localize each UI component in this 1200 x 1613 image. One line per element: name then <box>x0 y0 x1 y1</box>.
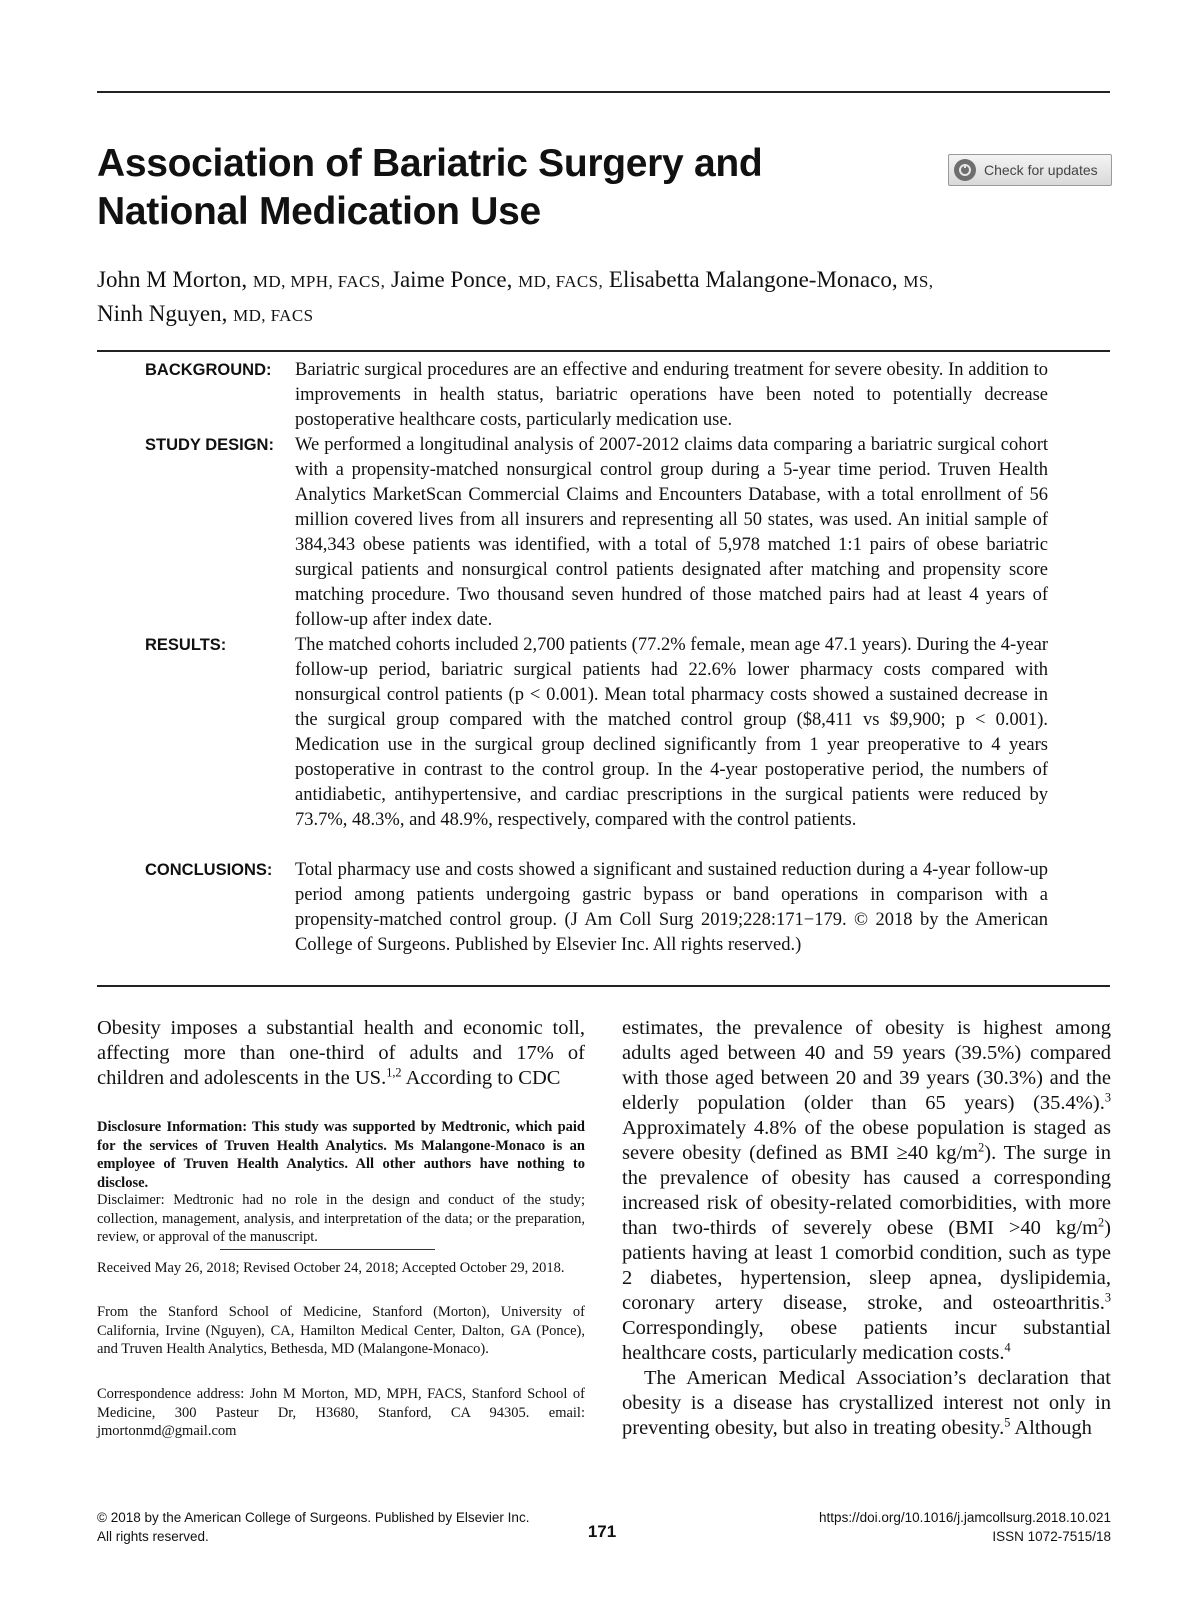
title-line-1: Association of Bariatric Surgery and <box>97 142 763 185</box>
disclaimer-note: Disclaimer: Medtronic had no role in the design and conduct of the study; collection, management, analysis, and interpretation of the data; or the preparation, review, or approval of the manuscript. <box>97 1192 585 1245</box>
disclosure-note: Disclosure Information: This study was supported by Medtronic, which paid for the services of Truven Health Analytics. Ms Malangone-Monaco is an employee of Truven Health Analytics. All other authors have nothing to disclose. <box>97 1119 585 1191</box>
footer-rights: All rights reserved. <box>97 1529 209 1544</box>
superscript: 2 <box>1098 1215 1105 1230</box>
intro-paragraph-right <box>622 1016 1111 1441</box>
author-name: Jaime Ponce, <box>391 267 513 292</box>
received-note: Received May 26, 2018; Revised October 24, 2018; Accepted October 29, 2018. <box>97 1260 565 1276</box>
citation: 4 <box>1004 1340 1011 1355</box>
citation: 3 <box>1104 1290 1111 1305</box>
abstract-bottom-rule <box>97 985 1110 987</box>
correspondence-note: Correspondence address: John M Morton, MD, MPH, FACS, Stanford School of Medicine, 300 Pasteur Dr, H3680, Stanford, CA 94305. email: jmortonmd@gmail.com <box>97 1386 585 1439</box>
body-text: Obesity imposes a substantial health and economic toll, affecting more than one-third of adults and 17% of children and adolescents in the US. <box>97 1017 585 1089</box>
author-name: Elisabetta Malangone-Monaco, <box>608 267 898 292</box>
footer-issn: ISSN 1072-7515/18 <box>992 1529 1111 1544</box>
footer-right <box>819 1508 1111 1546</box>
check-for-updates-button[interactable] <box>948 154 1112 186</box>
footer-copyright: © 2018 by the American College of Surgeons. Published by Elsevier Inc. <box>97 1510 530 1525</box>
author-list <box>97 264 1110 332</box>
author-degrees: MD, FACS <box>233 306 314 325</box>
author-degrees: MD, FACS, <box>518 272 604 291</box>
body-text: ) patients having at least 1 comorbid condition, such as type 2 diabetes, hypertension, sleep apnea, dyslipidemia, coronary artery disease, stroke, and osteoarthritis. <box>622 1217 1111 1314</box>
body-text: According to CDC <box>401 1067 561 1089</box>
superscript: 2 <box>978 1140 985 1155</box>
abstract-label: BACKGROUND: <box>145 361 272 379</box>
body-text: ). The surge in the prevalence of obesity has caused a corresponding increased risk of obesity-related comorbidities, with more than two-thirds of severely obese (BMI >40 kg/m <box>622 1142 1111 1239</box>
abstract-text: We performed a longitudinal analysis of 2007-2012 claims data comparing a bariatric surgical cohort with a propensity-matched nonsurgical control group during a 5-year time period. Truven Health Analytics MarketScan Commercial Claims and Encounters Database, with a total enrollment of 56 million covered lives from all insurers and representing all 50 states, was used. An initial sample of 384,343 obese patients was identified, with a total of 5,978 matched 1:1 pairs of obese bariatric surgical patients and nonsurgical control patients designated after matching and propensity score matching procedure. Two thousand seven hundred of those matched pairs had at least 4 years of follow-up after index date. <box>295 435 1048 630</box>
citation: 1,2 <box>386 1065 402 1080</box>
update-icon <box>954 159 976 181</box>
paragraph <box>622 1366 1111 1441</box>
title-line-2: National Medication Use <box>97 190 541 233</box>
article-title <box>97 140 857 236</box>
doi-link[interactable]: https://doi.org/10.1016/j.jamcollsurg.2018.10.021 <box>819 1510 1111 1525</box>
body-text: estimates, the prevalence of obesity is highest among adults aged between 40 and 59 years (39.5%) compared with those aged between 20 and 39 years (30.3%) and the elderly population (older than 65 years) (35.4%). <box>622 1017 1111 1114</box>
footer-left <box>97 1508 529 1546</box>
citation: 3 <box>1104 1090 1111 1105</box>
abstract-text: The matched cohorts included 2,700 patients (77.2% female, mean age 47.1 years). During the 4-year follow-up period, bariatric surgical patients had 22.6% lower pharmacy costs compared with nonsurgical control patients (p < 0.001). Mean total pharmacy costs showed a sustained decrease in the surgical group compared with the matched control group ($8,411 vs $9,900; p < 0.001). Medication use in the surgical group declined significantly from 1 year preoperative to 4 years postoperative in contrast to the control group. In the 4-year postoperative period, the numbers of antidiabetic, antihypertensive, and cardiac prescriptions in the surgical patients were reduced by 73.7%, 48.3%, and 48.9%, respectively, compared with the control patients. <box>295 635 1048 830</box>
body-text: Approximately 4.8% of the obese population is staged as severe obesity (defined as BMI ≥40 kg/m <box>622 1117 1111 1164</box>
abstract-label: STUDY DESIGN: <box>145 436 274 454</box>
abstract-top-rule <box>97 350 1110 352</box>
notes-divider <box>220 1249 435 1250</box>
author-degrees: MS, <box>903 272 934 291</box>
check-for-updates-label: Check for updates <box>984 162 1098 178</box>
abstract-label: RESULTS: <box>145 636 227 654</box>
abstract-text: Total pharmacy use and costs showed a significant and sustained reduction during a 4-year follow-up period among patients undergoing gastric bypass or band operations in comparison with a propensity-matched control group. (J Am Coll Surg 2019;228:171−179. © 2018 by the American College of Surgeons. Published by Elsevier Inc. All rights reserved.) <box>295 860 1048 955</box>
page-number: 171 <box>587 1522 617 1541</box>
author-name: Ninh Nguyen, <box>97 301 228 326</box>
author-name: John M Morton, <box>97 267 248 292</box>
abstract-text: Bariatric surgical procedures are an effective and enduring treatment for severe obesity. In addition to improvements in health status, bariatric operations have been noted to potentially decrease postoperative healthcare costs, particularly medication use. <box>295 360 1048 430</box>
citation: 5 <box>1004 1415 1011 1430</box>
author-degrees: MD, MPH, FACS, <box>252 272 386 291</box>
intro-paragraph-left <box>97 1016 585 1091</box>
abstract-label: CONCLUSIONS: <box>145 861 273 879</box>
body-text: Although <box>1010 1417 1092 1439</box>
affiliations-note: From the Stanford School of Medicine, Stanford (Morton), University of California, Irvine (Nguyen), CA, Hamilton Medical Center, Dalton, GA (Ponce), and Truven Health Analytics, Bethesda, MD (Malangone-Monaco). <box>97 1304 585 1357</box>
body-text: Correspondingly, obese patients incur substantial healthcare costs, particularly medication costs. <box>622 1317 1111 1364</box>
body-text: The American Medical Association’s declaration that obesity is a disease has crystallized interest not only in preventing obesity, but also in treating obesity. <box>622 1367 1111 1439</box>
top-rule <box>97 91 1110 93</box>
